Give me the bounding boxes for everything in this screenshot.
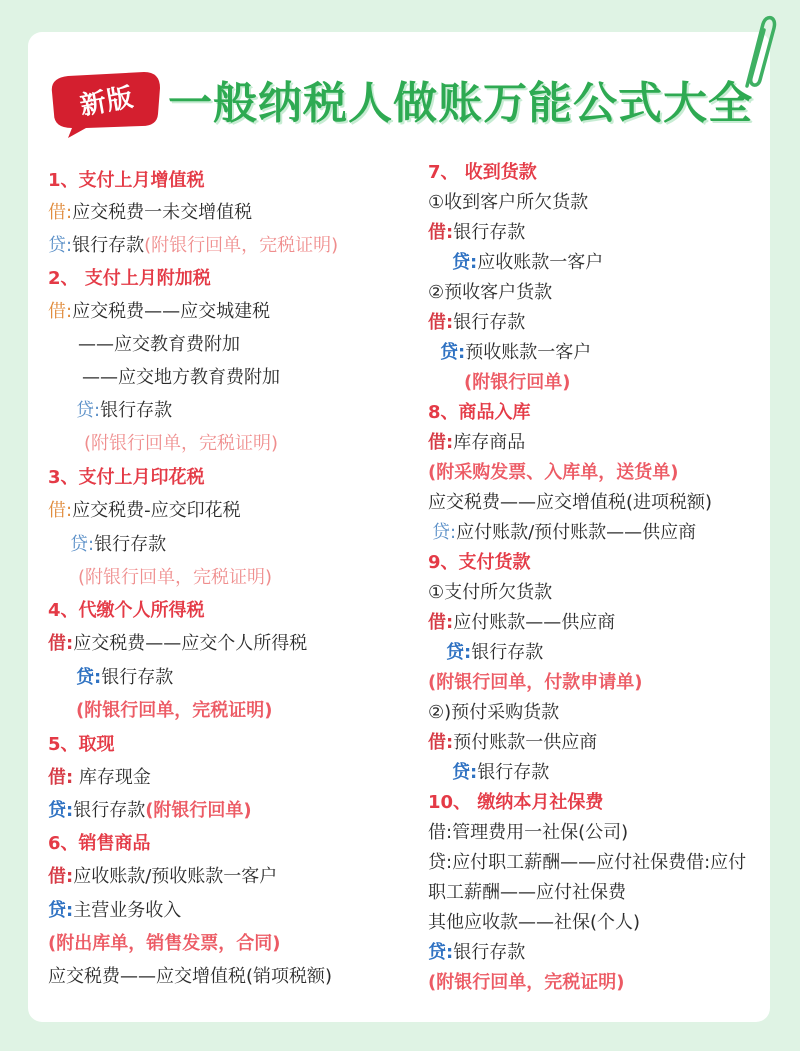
entry-line: 应交税费——应交增值税(进项税额): [428, 492, 713, 513]
section-2-title: 2、 支付上月附加税: [48, 268, 211, 289]
entry-line: 借:银行存款: [428, 312, 526, 333]
entry-line: ①收到客户所欠货款: [428, 192, 589, 213]
section-10-title: 10、 缴纳本月社保费: [428, 792, 604, 813]
entry-line: 借: 库存现金: [48, 767, 151, 788]
section-9-title: 9、支付货款: [428, 552, 531, 573]
entry-line: 贷:银行存款: [76, 667, 174, 688]
section-6-title: 6、销售商品: [48, 833, 151, 854]
entry-line: ——应交地方教育费附加: [82, 367, 280, 388]
section-5-title: 5、取现: [48, 734, 115, 755]
entry-line: 借:库存商品: [428, 432, 526, 453]
attachment-note: (附银行回单，完税证明): [84, 433, 279, 454]
entry-line: 贷:应收账款一客户: [452, 252, 604, 273]
section-1-title: 1、支付上月增值税: [48, 170, 205, 191]
entry-line: 借:应收账款/预收账款一客户: [48, 866, 278, 887]
entry-line: 借:应交税费——应交城建税: [48, 301, 271, 322]
entry-line: ②预收客户货款: [428, 282, 553, 303]
entry-line: 贷:银行存款: [76, 400, 173, 421]
entry-line: 其他应收款——社保(个人): [428, 912, 641, 933]
entry-line: ①支付所欠货款: [428, 582, 553, 603]
section-3-title: 3、支付上月印花税: [48, 467, 205, 488]
entry-line: 贷:银行存款(附银行回单，完税证明): [48, 235, 339, 256]
attachment-note: (附出库单，销售发票，合同): [48, 933, 281, 954]
badge-label: 新版: [77, 82, 137, 122]
entry-line: 贷:应付账款/预付账款——供应商: [432, 522, 697, 543]
entry-line: 借:管理费用一社保(公司): [428, 822, 629, 843]
section-4-title: 4、代缴个人所得税: [48, 600, 205, 621]
entry-line: 借:应交税费-应交印花税: [48, 500, 241, 521]
entry-line: 贷:银行存款(附银行回单): [48, 800, 252, 821]
entry-line: 借:应交税费一未交增值税: [48, 202, 253, 223]
entry-line: 贷:银行存款: [446, 642, 544, 663]
section-8-title: 8、商品入库: [428, 402, 531, 423]
entry-line: 借:银行存款: [428, 222, 526, 243]
section-7-title: 7、 收到货款: [428, 162, 537, 183]
entry-line: 贷:银行存款: [70, 534, 167, 555]
entry-line: 借:应付账款——供应商: [428, 612, 616, 633]
page-title: 一般纳税人做账万能公式大全: [168, 78, 753, 129]
entry-line: 职工薪酬——应付社保费: [428, 882, 626, 903]
attachment-note: (附银行回单，完税证明): [76, 700, 273, 721]
attachment-note: (附银行回单，完税证明): [78, 567, 273, 588]
entry-line: 贷:应付职工薪酬——应付社保费借:应付: [428, 852, 747, 873]
entry-line: 贷:预收账款一客户: [440, 342, 592, 363]
entry-line: ——应交教育费附加: [78, 334, 240, 355]
entry-line: ②)预付采购货款: [428, 702, 560, 723]
entry-line: 借:预付账款一供应商: [428, 732, 598, 753]
entry-line: 应交税费——应交增值税(销项税额): [48, 966, 333, 987]
entry-line: 贷:银行存款: [428, 942, 526, 963]
attachment-note: (附银行回单，完税证明): [428, 972, 625, 993]
attachment-note: (附采购发票、入库单，送货单): [428, 462, 679, 483]
entry-line: 贷:主营业务收入: [48, 900, 182, 921]
entry-line: 借:应交税费——应交个人所得税: [48, 633, 308, 654]
attachment-note: (附银行回单，付款申请单): [428, 672, 643, 693]
entry-line: 贷:银行存款: [452, 762, 550, 783]
attachment-note: (附银行回单): [464, 372, 571, 393]
